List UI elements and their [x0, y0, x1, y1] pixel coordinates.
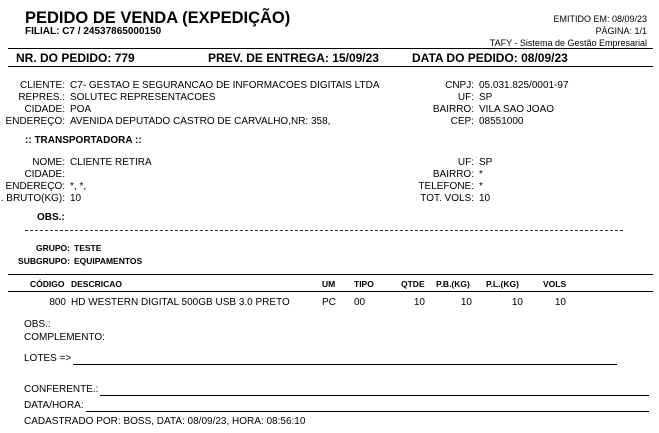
item-obs-label: OBS.: [24, 319, 51, 330]
datetime-line [86, 411, 649, 412]
cnpj-value: 05.031.825/0001-97 [479, 80, 569, 91]
col-tipo: TIPO [354, 279, 374, 289]
filial-info: FILIAL: C7 / 24537865000150 [25, 26, 162, 37]
gross-weight-label: . BRUTO(KG): [0, 193, 65, 204]
gross-weight-value: 10 [70, 193, 82, 204]
carrier-address-value: *, *, [70, 181, 87, 192]
divider [8, 48, 653, 49]
phone-label: TELEFONE: [418, 181, 474, 192]
order-number [16, 51, 135, 65]
row-qtde: 10 [413, 297, 425, 308]
carrier-name-value: CLIENTE RETIRA [70, 157, 152, 168]
client-value: C7- GESTAO E SEGURANCAO DE INFORMACOES DIGITAIS LTDA [70, 80, 380, 91]
page-number: PÁGINA: 1/1 [595, 26, 647, 36]
complement-label: COMPLEMENTO: [24, 332, 105, 343]
row-um: PC [322, 297, 336, 308]
cep-value: 08551000 [479, 116, 524, 127]
cnpj-label: CNPJ: [445, 80, 474, 91]
order-number-value: 779 [114, 51, 135, 65]
row-vols: 10 [554, 297, 566, 308]
client-city-value: POA [70, 104, 92, 115]
col-description: DESCRICAO [71, 279, 123, 289]
col-pl: P.L.(KG) [486, 279, 519, 289]
client-bairro-value: VILA SAO JOAO [479, 104, 555, 115]
carrier-uf-label: UF: [457, 157, 474, 168]
order-date-value: 08/09/23 [521, 51, 568, 65]
client-address-label: ENDEREÇO: [5, 116, 65, 127]
obs-label: OBS.: [37, 212, 65, 223]
checker-label: CONFERENTE.: [24, 384, 99, 395]
order-number-label: NR. DO PEDIDO: [16, 51, 112, 65]
client-address-value: AVENIDA DEPUTADO CASTRO DE CARVALHO,NR: 358, [70, 116, 331, 127]
col-um: UM [322, 279, 336, 289]
col-code: CÓDIGO [30, 279, 65, 289]
order-date-label: DATA DO PEDIDO: [412, 51, 518, 65]
carrier-city-label: CIDADE: [24, 169, 65, 180]
row-pl: 10 [511, 297, 523, 308]
phone-value: * [479, 181, 483, 192]
delivery-forecast [208, 51, 379, 65]
carrier-bairro-value: * [479, 169, 483, 180]
emitted-date: EMITIDO EM: 08/09/23 [553, 14, 647, 24]
row-pb: 10 [460, 297, 472, 308]
client-uf-label: UF: [457, 92, 474, 103]
checker-line [100, 395, 649, 396]
system-name: TAFY - Sistema de Gestão Empresarial [489, 38, 647, 48]
carrier-name-label: NOME: [32, 157, 65, 168]
total-vols-label: TOT. VOLS: [420, 193, 474, 204]
row-code: 800 [49, 297, 66, 308]
delivery-value: 15/09/23 [332, 51, 379, 65]
client-label: CLIENTE: [19, 80, 65, 91]
col-vols: VOLS [543, 279, 567, 289]
client-bairro-label: BAIRRO: [432, 104, 474, 115]
col-qtde: QTDE [401, 279, 425, 289]
divider [8, 291, 653, 292]
lotes-line [73, 364, 617, 365]
registered-by: CADASTRADO POR: BOSS, DATA: 08/09/23, HORA: 08:56:10 [24, 416, 306, 427]
divider [8, 66, 653, 67]
datetime-label: DATA/HORA: [24, 400, 84, 411]
order-date [412, 51, 568, 65]
subgroup-value: EQUIPAMENTOS [74, 256, 143, 266]
rep-label: REPRES.: [18, 92, 65, 103]
carrier-bairro-label: BAIRRO: [432, 169, 474, 180]
cep-label: CEP: [450, 116, 474, 127]
dashed-divider [25, 230, 623, 231]
rep-value: SOLUTEC REPRESENTACOES [70, 92, 216, 103]
total-vols-value: 10 [479, 193, 491, 204]
col-pb: P.B.(KG) [436, 279, 470, 289]
client-uf-value: SP [479, 92, 493, 103]
row-tipo: 00 [354, 297, 366, 308]
carrier-section-title: :: TRANSPORTADORA :: [25, 135, 142, 146]
group-label: GRUPO: [36, 243, 70, 253]
subgroup-label: SUBGRUPO: [18, 256, 70, 266]
carrier-uf-value: SP [479, 157, 493, 168]
group-value: TESTE [74, 243, 102, 253]
carrier-address-label: ENDEREÇO: [5, 181, 65, 192]
client-city-label: CIDADE: [24, 104, 65, 115]
row-description: HD WESTERN DIGITAL 500GB USB 3.0 PRETO [71, 297, 290, 308]
delivery-label: PREV. DE ENTREGA: [208, 51, 329, 65]
document-title: PEDIDO DE VENDA (EXPEDIÇÃO) [25, 9, 291, 27]
divider [8, 274, 653, 275]
lotes-label: LOTES => [24, 353, 72, 364]
